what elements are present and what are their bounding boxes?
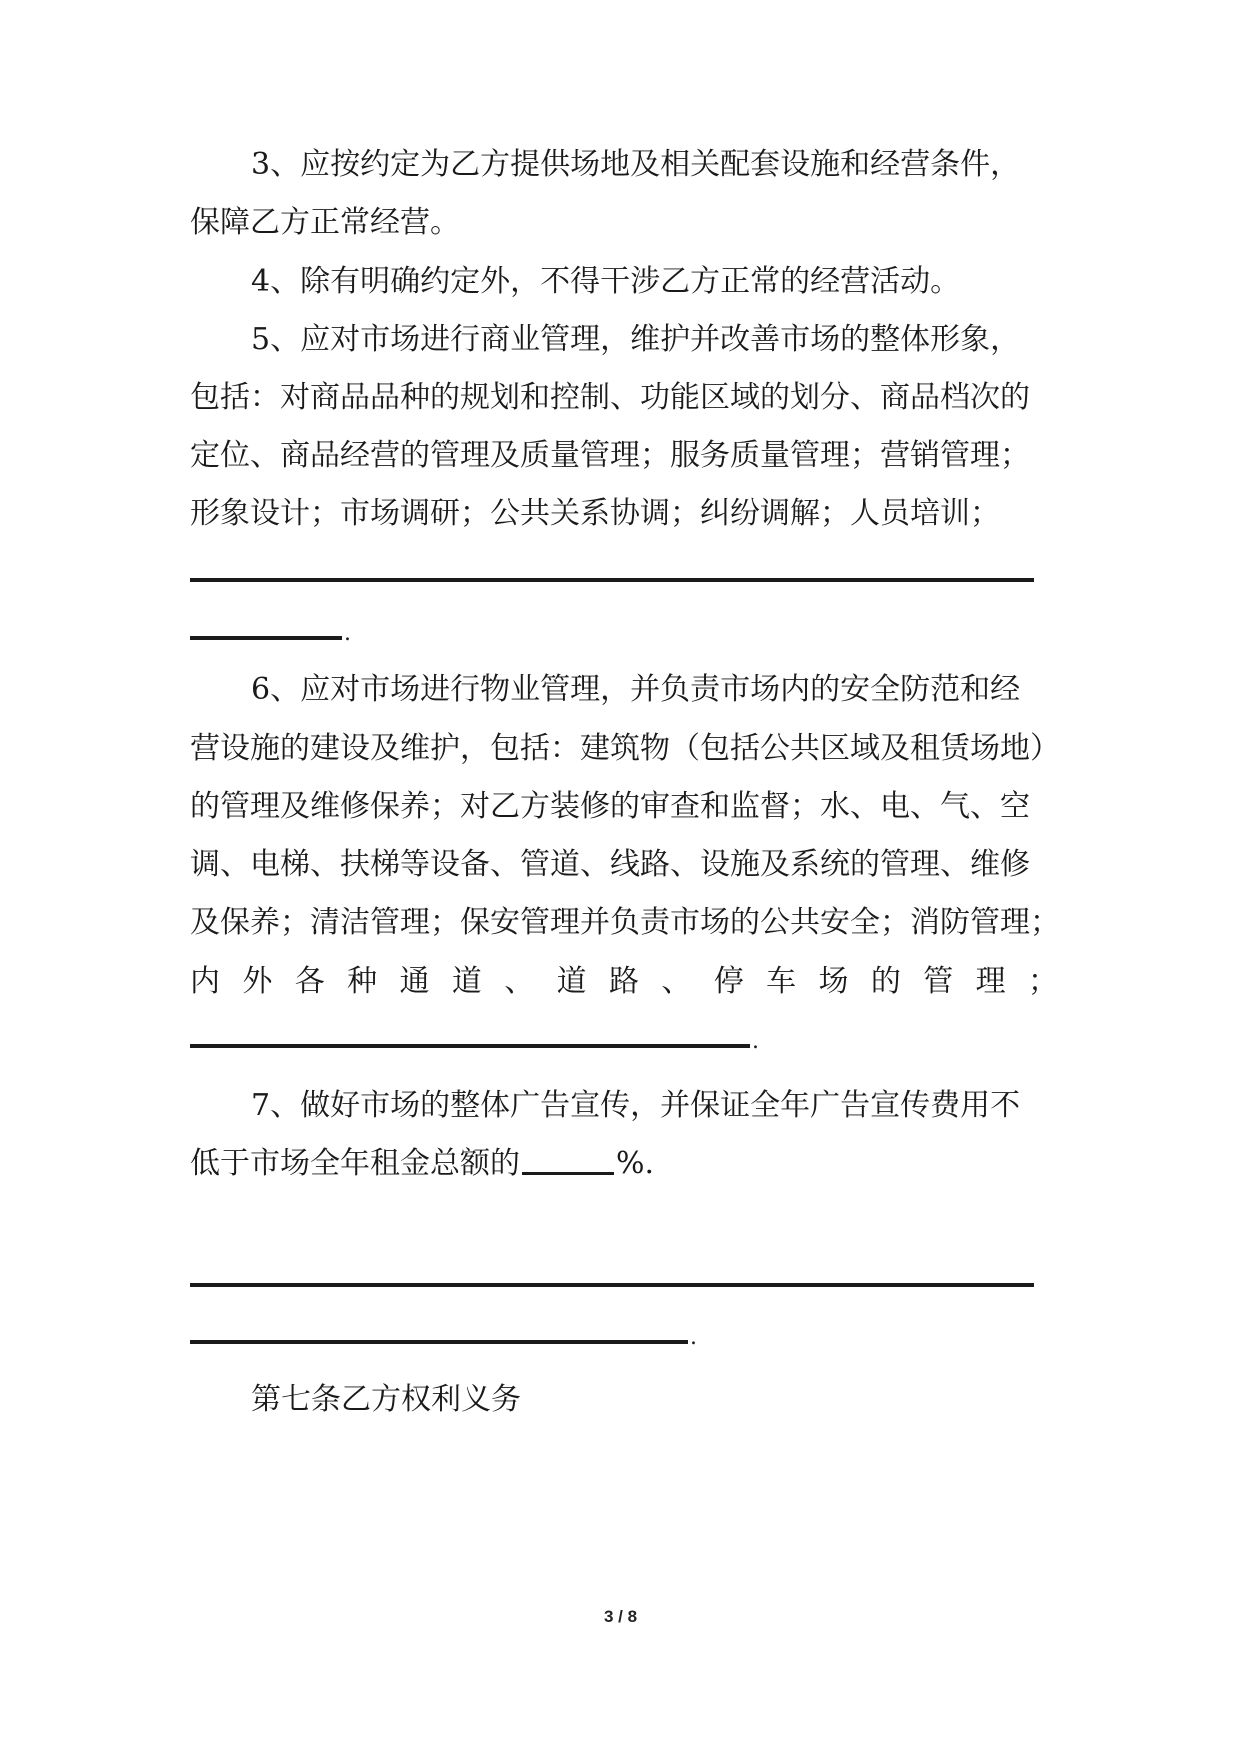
item-6-line-6-char: 管 <box>923 964 954 999</box>
item-6-line-6-char: 种 <box>347 964 378 999</box>
percentage-blank <box>522 1172 614 1175</box>
item-6-line-6-char: 内 <box>190 964 220 999</box>
item-6-line-6-char: 路 <box>609 964 639 999</box>
item-6-line-6-char: 各 <box>294 964 325 999</box>
item-7-line-2 <box>190 1144 654 1184</box>
item-6-line-1: 6、应对市场进行物业管理，并负责市场内的安全防范和经 <box>251 672 1021 707</box>
item-3-line-1: 3、应按约定为乙方提供场地及相关配套设施和经营条件， <box>251 147 1021 182</box>
item-6-line-6-char: 停 <box>713 964 744 999</box>
fill-in-blank-line <box>190 636 342 640</box>
item-6-line-6-char: 道 <box>556 964 587 999</box>
item-4-line-1: 4、除有明确约定外，不得干涉乙方正常的经营活动。 <box>251 264 961 299</box>
item-5-line-2: 包括：对商品品种的规划和控制、功能区域的划分、商品档次的 <box>190 380 1030 415</box>
article-heading: 第七条乙方权利义务 <box>251 1382 521 1417</box>
fill-in-blank-line <box>190 1340 688 1344</box>
period-mark: . <box>690 1325 697 1350</box>
item-3-line-2: 保障乙方正常经营。 <box>190 205 460 240</box>
item-6-line-6-char: 通 <box>399 964 430 999</box>
period-mark: . <box>344 621 351 646</box>
item-6-line-6 <box>190 962 1058 1002</box>
item-7-line-2-suffix: %. <box>616 1146 655 1181</box>
item-6-line-6-char: 场 <box>818 964 849 999</box>
item-6-line-2: 营设施的建设及维护，包括：建筑物（包括公共区域及租赁场地） <box>190 731 1060 766</box>
fill-in-blank-line <box>190 1283 1034 1287</box>
item-6-line-6-char: 的 <box>870 964 901 999</box>
item-6-line-3: 的管理及维修保养；对乙方装修的审查和监督；水、电、气、空 <box>190 789 1030 824</box>
item-6-line-4: 调、电梯、扶梯等设备、管道、线路、设施及系统的管理、维修 <box>190 847 1030 882</box>
item-6-line-6-char: 、 <box>661 964 692 999</box>
page-number: 3 / 8 <box>603 1607 638 1626</box>
item-6-line-5: 及保养；清洁管理；保安管理并负责市场的公共安全；消防管理； <box>190 905 1060 940</box>
item-5-line-1: 5、应对市场进行商业管理，维护并改善市场的整体形象， <box>251 322 1021 357</box>
item-6-line-6-char: 外 <box>242 964 273 999</box>
fill-in-blank-line <box>190 1044 750 1048</box>
item-7-line-1: 7、做好市场的整体广告宣传，并保证全年广告宣传费用不 <box>251 1088 1021 1123</box>
period-mark: . <box>752 1029 759 1054</box>
item-7-line-2-prefix: 低于市场全年租金总额的 <box>190 1146 520 1181</box>
fill-in-blank-line <box>190 578 1034 582</box>
item-6-line-6-char: 、 <box>504 964 535 999</box>
item-6-line-6-char: 理 <box>975 964 1006 999</box>
item-6-line-6-char: ； <box>1028 964 1058 999</box>
item-6-line-6-char: 车 <box>766 964 797 999</box>
item-5-line-3: 定位、商品经营的管理及质量管理；服务质量管理；营销管理； <box>190 438 1030 473</box>
item-5-line-4: 形象设计；市场调研；公共关系协调；纠纷调解；人员培训； <box>190 496 1000 531</box>
item-6-line-6-char: 道 <box>451 964 482 999</box>
